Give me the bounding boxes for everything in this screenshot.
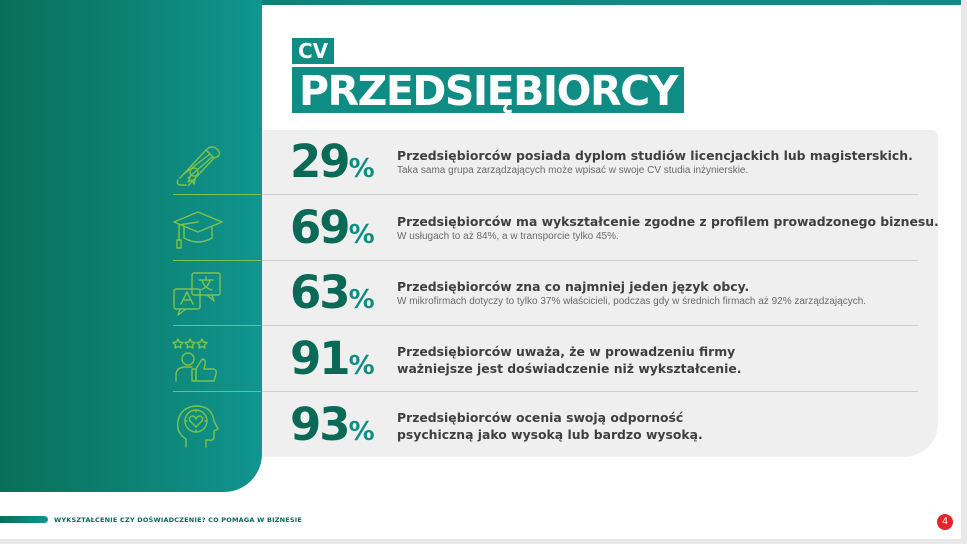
stat-row-diploma [0,130,967,195]
stat-text [397,327,927,392]
cv-tag: CV [292,38,334,64]
row-divider-green [173,325,261,326]
row-divider-green [173,194,261,195]
footer-accent-bar [0,516,48,523]
stat-value [290,200,375,256]
stat-number: 63 [290,266,349,319]
rating-thumbs-up-icon [172,337,224,383]
stat-number: 91 [290,332,349,385]
percent-sign: % [348,285,375,315]
row-divider-grey [262,325,918,326]
row-divider-green [173,391,261,392]
percent-sign: % [348,154,375,184]
stat-row-languages [0,261,967,326]
row-divider-grey [262,194,918,195]
stat-description: Przedsiębiorców ma wykształcenie zgodne z profilem prowadzonego biznesu. [397,214,939,229]
stat-number: 29 [290,135,349,188]
stat-text [397,393,927,458]
stat-description: Przedsiębiorców zna co najmniej jeden język obcy. [397,279,750,294]
percent-sign: % [348,417,375,447]
graduation-cap-icon [172,206,224,252]
stat-description-line-1: Przedsiębiorców ocenia swoją odporność [397,409,684,425]
stat-row-education-profile [0,196,967,261]
stat-text [397,130,927,195]
stat-note: W mikrofirmach dotyczy to tylko 37% właścicieli, podczas gdy w średnich firmach aż 92% zarządzających. [397,296,867,307]
stat-description-line-2: psychiczną jako wysoką lub bardzo wysoką. [397,426,703,442]
stat-value [290,265,375,321]
page-title: PRZEDSIĘBIORCY [292,67,684,113]
stat-row-experience [0,327,967,392]
diploma-icon [172,140,224,186]
footer-title: WYKSZTAŁCENIE CZY DOŚWIADCZENIE? CO POMAGA W BIZNESIE [54,516,303,524]
stat-row-resilience [0,393,967,458]
stat-number: 69 [290,201,349,254]
stat-description-line-2: ważniejsze jest doświadczenie niż wykształcenie. [397,360,742,376]
stat-note: Taka sama grupa zarządzających może wpisać w swoje CV studia inżynierskie. [397,165,749,176]
stat-text [397,261,927,326]
percent-sign: % [348,351,375,381]
stat-value [290,397,375,453]
page-number-badge: 4 [937,514,953,530]
stat-text [397,196,939,261]
stat-value [290,331,375,387]
stat-value [290,134,375,190]
head-heart-icon [172,403,224,449]
stat-description: Przedsiębiorców posiada dyplom studiów licencjackich lub magisterskich. [397,148,913,163]
bottom-frame-edge [0,539,967,544]
stat-description-line-1: Przedsiębiorców uważa, że w prowadzeniu firmy [397,343,736,359]
stat-note: W usługach to aż 84%, a w transporcie tylko 45%. [397,231,619,242]
language-translation-icon [172,271,224,317]
percent-sign: % [348,220,375,250]
row-divider-grey [262,391,918,392]
stat-number: 93 [290,398,349,451]
